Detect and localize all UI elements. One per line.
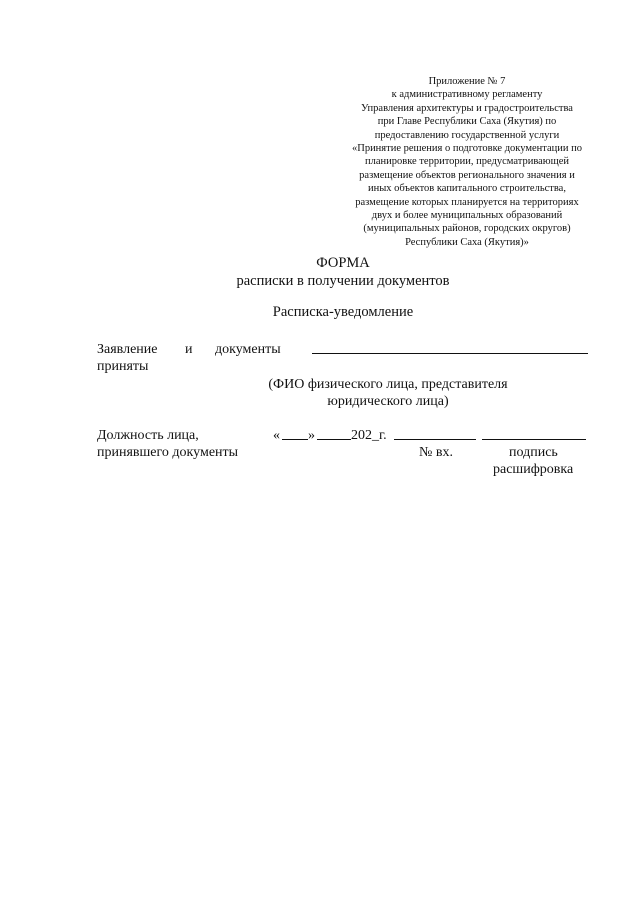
- applicant-caption-line1: (ФИО физического лица, представителя: [268, 377, 508, 392]
- applicant-caption-line2: юридического лица): [327, 394, 449, 409]
- appendix-line: при Главе Республики Саха (Якутия) по: [377, 116, 557, 128]
- official-position-label-cont: принявшего документы: [97, 445, 239, 460]
- statement-word-documents: документы: [215, 342, 281, 357]
- incoming-number-label: № вх.: [419, 445, 453, 460]
- applicant-name-line[interactable]: [312, 353, 588, 354]
- appendix-line: к административному регламенту: [391, 89, 543, 101]
- appendix-line: планировке территории, предусматривающей: [364, 156, 570, 168]
- incoming-number-line[interactable]: [394, 439, 476, 440]
- statement-word-accepted: приняты: [97, 359, 149, 374]
- date-open-quote: «: [273, 428, 280, 443]
- date-day-line[interactable]: [282, 439, 308, 440]
- appendix-line: иных объектов капитального строительства,: [368, 183, 566, 195]
- receipt-title: Расписка-уведомление: [272, 304, 414, 320]
- form-title: ФОРМА: [316, 255, 370, 271]
- date-close-quote: »: [308, 428, 315, 443]
- appendix-line: размещение которых планируется на территориях: [355, 196, 579, 208]
- appendix-line: Республики Саха (Якутия)»: [405, 236, 529, 248]
- signature-line[interactable]: [482, 439, 586, 440]
- appendix-header: [340, 75, 594, 249]
- appendix-line: двух и более муниципальных образований: [371, 210, 563, 222]
- date-year-text: 202_г.: [351, 428, 387, 443]
- appendix-line: Управления архитектуры и градостроительства: [361, 102, 573, 114]
- official-position-label: Должность лица,: [97, 428, 199, 443]
- appendix-line: Приложение № 7: [428, 76, 506, 87]
- statement-word-application: Заявление: [97, 342, 158, 357]
- appendix-line: «Принятие решения о подготовке документации по: [351, 143, 583, 155]
- appendix-line: размещение объектов регионального значения и: [359, 169, 575, 181]
- date-month-line[interactable]: [317, 439, 351, 440]
- appendix-line: предоставлению государственной услуги: [374, 129, 560, 141]
- decoding-label: расшифровка: [493, 462, 574, 477]
- statement-word-and: и: [185, 342, 193, 357]
- form-subtitle: расписки в получении документов: [236, 273, 450, 289]
- appendix-line: (муниципальных районов, городских округов): [363, 223, 571, 235]
- signature-label: подпись: [509, 445, 558, 460]
